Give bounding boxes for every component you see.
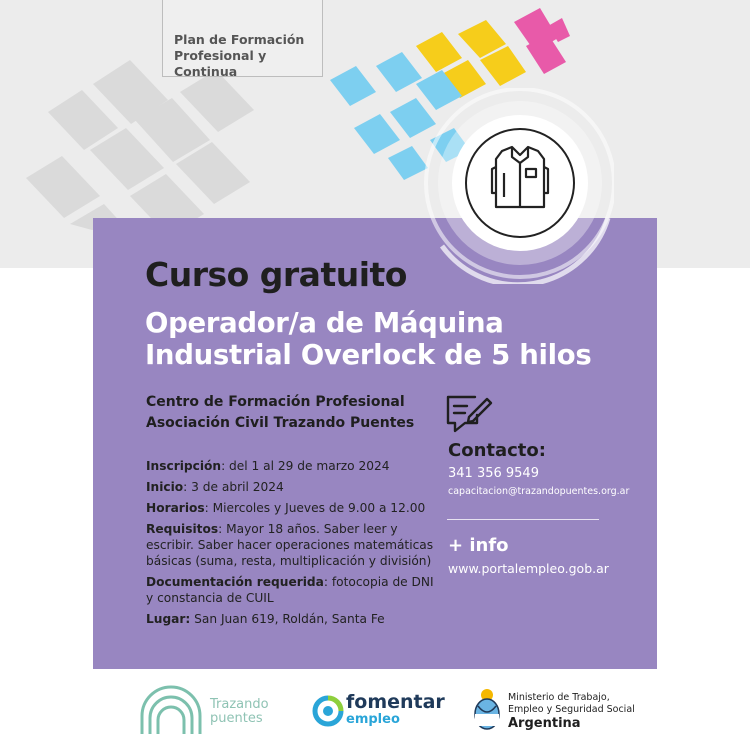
- fomentar-line2: empleo: [346, 712, 400, 727]
- requisitos-value: : Mayor 18 años. Saber leer y escribir. Saber hacer operaciones matemáticas básicas (suma, resta, multiplicación y división): [146, 522, 434, 568]
- ministerio-line3: Argentina: [508, 716, 581, 731]
- detail-inscripcion: [146, 458, 436, 474]
- inicio-label: Inicio: [146, 480, 184, 494]
- info-title: + info: [448, 535, 509, 556]
- requisitos-label: Requisitos: [146, 522, 219, 536]
- course-details: [146, 458, 436, 632]
- contact-title: Contacto:: [448, 440, 546, 461]
- lugar-label: Lugar:: [146, 612, 191, 626]
- ministerio-line2: Empleo y Seguridad Social: [508, 704, 635, 715]
- course-name: [145, 307, 591, 371]
- detail-inicio: [146, 479, 436, 495]
- center-line1: Centro de Formación Profesional: [146, 394, 405, 410]
- fomentar-line1: fomentar: [346, 691, 445, 713]
- detail-requisitos: [146, 521, 436, 569]
- shirt-icon: [490, 145, 550, 215]
- training-center: [146, 392, 414, 434]
- ministerio-logo: [508, 692, 635, 732]
- course-heading: Curso gratuito: [145, 255, 407, 294]
- info-link[interactable]: www.portalempleo.gob.ar: [448, 561, 609, 576]
- chat-pencil-icon: [443, 393, 493, 433]
- trazando-line1: Trazando: [210, 697, 269, 712]
- contact-divider: [447, 519, 599, 520]
- lugar-value: San Juan 619, Roldán, Santa Fe: [190, 612, 385, 626]
- plan-label: [174, 32, 324, 80]
- documentacion-value: : fotocopia de DNI y constancia de CUIL: [146, 575, 434, 605]
- course-name-line1: Operador/a de Máquina: [145, 307, 504, 339]
- center-line2: Asociación Civil Trazando Puentes: [146, 415, 415, 431]
- plan-line2: Profesional y Continua: [174, 48, 267, 79]
- trazando-puentes-logo-mark: [138, 680, 204, 736]
- detail-documentacion: [146, 574, 436, 606]
- inicio-value: : 3 de abril 2024: [183, 480, 284, 494]
- documentacion-label: Documentación requerida: [146, 575, 324, 589]
- horarios-label: Horarios: [146, 501, 205, 515]
- course-name-line2: Industrial Overlock de 5 hilos: [145, 339, 592, 371]
- ministerio-line1: Ministerio de Trabajo,: [508, 692, 610, 703]
- fomentar-logo-icon: [312, 695, 344, 727]
- contact-email[interactable]: capacitacion@trazandopuentes.org.ar: [448, 486, 630, 497]
- argentina-shield-icon: [472, 686, 502, 732]
- horarios-value: : Miercoles y Jueves de 9.00 a 12.00: [204, 501, 426, 515]
- contact-phone[interactable]: 341 356 9549: [448, 466, 539, 481]
- plan-line1: Plan de Formación: [174, 32, 305, 47]
- trazando-line2: puentes: [210, 711, 263, 726]
- detail-lugar: [146, 611, 436, 627]
- fomentar-empleo-logo: [346, 691, 445, 728]
- inscripcion-label: Inscripción: [146, 459, 222, 473]
- detail-horarios: [146, 500, 436, 516]
- inscripcion-value: : del 1 al 29 de marzo 2024: [221, 459, 390, 473]
- trazando-puentes-logo: [210, 698, 269, 726]
